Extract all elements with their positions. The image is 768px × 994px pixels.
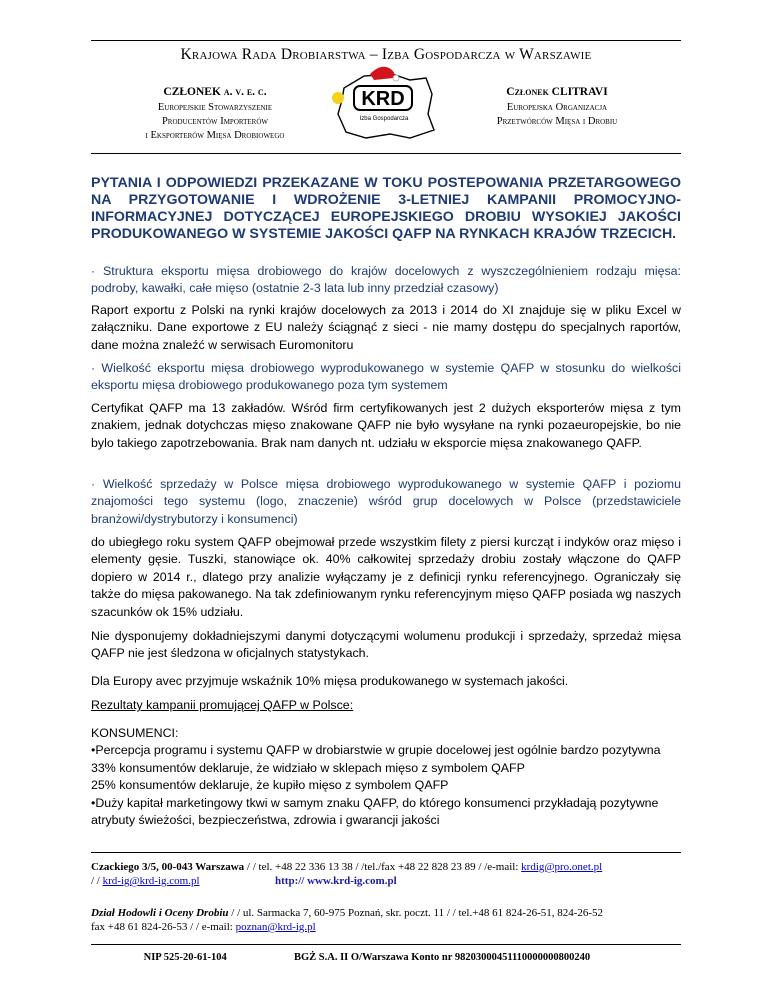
footer-address: Czackiego 3/5, 00-043 Warszawa bbox=[91, 861, 245, 873]
right-membership-line1: Europejska Organizacja bbox=[506, 102, 608, 113]
left-membership-head: CZŁONEK a. v. e. c. bbox=[163, 86, 267, 98]
answer-5: Dla Europy avec przyjmuje wskaźnik 10% mięsa produkowanego w systemach jakości. bbox=[91, 674, 569, 688]
question-1: · Struktura eksportu mięsa drobiowego do krajów docelowych z wyszczególnieniem rodzaju mięsa: podroby, kawałki, całe mięso (ostatnie 2-3 lata lub inny przedział czasowy) bbox=[91, 264, 681, 296]
footer-email-3[interactable]: poznan@krd-ig.pl bbox=[235, 921, 316, 933]
answer-3: do ubiegłego roku system QAFP obejmował przede wszystkim filety z piersi kurcząt i indyków oraz mięso i elementy gęsie. Tuszki, stanowiące ok. 40% całkowitej sprzedaży drobiu zostały włączone do QAFP dopiero w 2014 r., dlatego przy analizie wyłączamy je z definicji rynku referencyjnego. Ograniczały się także do mięsa pakowanego. Na tak zdefiniowanym rynku referencyjnym mięso QAFP posiada wg naszych szacunków ok 15% udziału. bbox=[91, 535, 681, 619]
right-membership-line2: Przetwórców Mięsa i Drobiu bbox=[496, 116, 618, 127]
footer-rule-top bbox=[91, 852, 681, 853]
header-rule bbox=[91, 153, 681, 154]
consumers-label: KONSUMENCI: bbox=[91, 726, 179, 740]
footer-email-2[interactable]: krd-ig@krd-ig.com.pl bbox=[102, 875, 200, 887]
document-heading: PYTANIA I ODPOWIEDZI PRZEKAZANE W TOKU POSTEPOWANIA PRZETARGOWEGO NA PRZYGOTOWANIE I WDROŻENIE 3-LETNIEJ KAMPANII PROMOCYJNO-INFORMACYJNEJ DOTYCZĄCEJ EUROPEJSKIEGO DROBIU WYSOKIEJ JAKOŚCI PRODUKOWANEGO W SYSTEMIE JAKOŚCI QAFP NA RYNKACH KRAJÓW TRZECICH. bbox=[91, 175, 681, 242]
footer-nip: NIP 525-20-61-104 bbox=[143, 952, 227, 963]
logo-text: KRD bbox=[361, 88, 405, 110]
consumers-section bbox=[91, 725, 681, 829]
footer-bank-line bbox=[91, 951, 681, 965]
consumers-line3: 25% konsumentów deklaruje, że kupiło mięso z symbolem QAFP bbox=[91, 778, 449, 793]
left-membership bbox=[100, 86, 330, 143]
footer-website[interactable]: http:// www.krd-ig.com.pl bbox=[275, 875, 397, 887]
footer-bank: BGŻ S.A. II O/Warszawa Konto nr 98203000451110000000800240 bbox=[294, 952, 591, 963]
answer-4: Nie dysponujemy dokładniejszymi danymi dotyczącymi wolumenu produkcji i sprzedaży, sprzedaż mięsa QAFP nie jest śledzona w oficjalnych statystykach. bbox=[91, 629, 681, 661]
top-rule bbox=[91, 40, 681, 41]
left-membership-line1: Europejskie Stowarzyszenie bbox=[157, 102, 273, 113]
question-3: · Wielkość sprzedaży w Polsce mięsa drobiowego wyprodukowanego w systemie QAFP i poziomu znajomości tego systemu (logo, znaczenie) wśród grup docelowych w Polsce (przedstawiciele branżowi/dystrybutorzy i konsumenci) bbox=[91, 477, 681, 526]
question-2: · Wielkość eksportu mięsa drobiowego wyprodukowanego w systemie QAFP w stosunku do wielkości eksportu mięsa drobiowego produkowanego poza tym systemem bbox=[91, 361, 681, 393]
organization-title: Krajowa Rada Drobiarstwa – Izba Gospodarcza w Warszawie bbox=[180, 46, 592, 63]
footer-department-details: / / ul. Sarmacka 7, 60-975 Poznań, skr. poczt. 11 / / tel.+48 61 824-26-51, 824-26-52 bbox=[228, 907, 604, 919]
left-membership-line2: Producentów Importerów bbox=[161, 116, 269, 127]
left-membership-line3: i Eksporterów Mięsa Drobiowego bbox=[145, 130, 285, 141]
logo-subtext: Izba Gospodarcza bbox=[359, 116, 409, 122]
footer-department-block bbox=[91, 906, 681, 934]
right-membership bbox=[446, 86, 668, 129]
footer-department: Dział Hodowli i Oceny Drobiu bbox=[91, 907, 229, 919]
krd-logo-graphic bbox=[330, 64, 438, 142]
krd-logo bbox=[330, 64, 438, 142]
footer-rule-bottom bbox=[91, 944, 681, 945]
footer-address-block bbox=[91, 860, 681, 888]
consumers-line4: •Duży kapitał marketingowy tkwi w samym znaku QAFP, do którego konsumenci przykładają pozytywne atrybuty świeżości, bezpieczeństwa, zdrowia i gwarancji jakości bbox=[91, 795, 659, 828]
right-membership-head: Członek CLITRAVI bbox=[506, 86, 608, 98]
consumers-line2: 33% konsumentów deklaruje, że widziało w sklepach mięso z symbolem QAFP bbox=[91, 760, 525, 775]
footer-email-1[interactable]: krdig@pro.onet.pl bbox=[521, 861, 603, 873]
results-heading: Rezultaty kampanii promującej QAFP w Polsce: bbox=[91, 698, 354, 712]
consumers-line1: •Percepcja programu i systemu QAFP w drobiarstwie w grupie docelowej jest ogólnie bardzo pozytywna bbox=[91, 743, 661, 758]
footer-phones: / / tel. +48 22 336 13 38 / /tel./fax +48 22 828 23 89 / /e-mail: bbox=[244, 861, 522, 873]
answer-2: Certyfikat QAFP ma 13 zakładów. Wśród firm certyfikowanych jest 2 dużych eksporterów mięsa z tym znakiem, jednak dotychczas mięso znakowane QAFP nie było wysyłane na rynki pozaeuropejskie, bo nie bylo takiego zapotrzebowania. Brak nam danych nt. udziału w eksporcie mięsa znakowanego QAFP. bbox=[91, 401, 681, 450]
footer-department-fax: fax +48 61 824-26-53 / / e-mail: bbox=[91, 921, 236, 933]
answer-1: Raport exportu z Polski na rynki krajów docelowych za 2013 i 2014 do XI znajduje się w pliku Excel w załączniku. Dane exportowe z EU należy ściągnąć z sieci - nie mamy dostępu do specjalnych raportów, dane można znaleźć w serwisach Euromonitoru bbox=[91, 303, 681, 352]
footer-separator: / / bbox=[91, 875, 103, 887]
